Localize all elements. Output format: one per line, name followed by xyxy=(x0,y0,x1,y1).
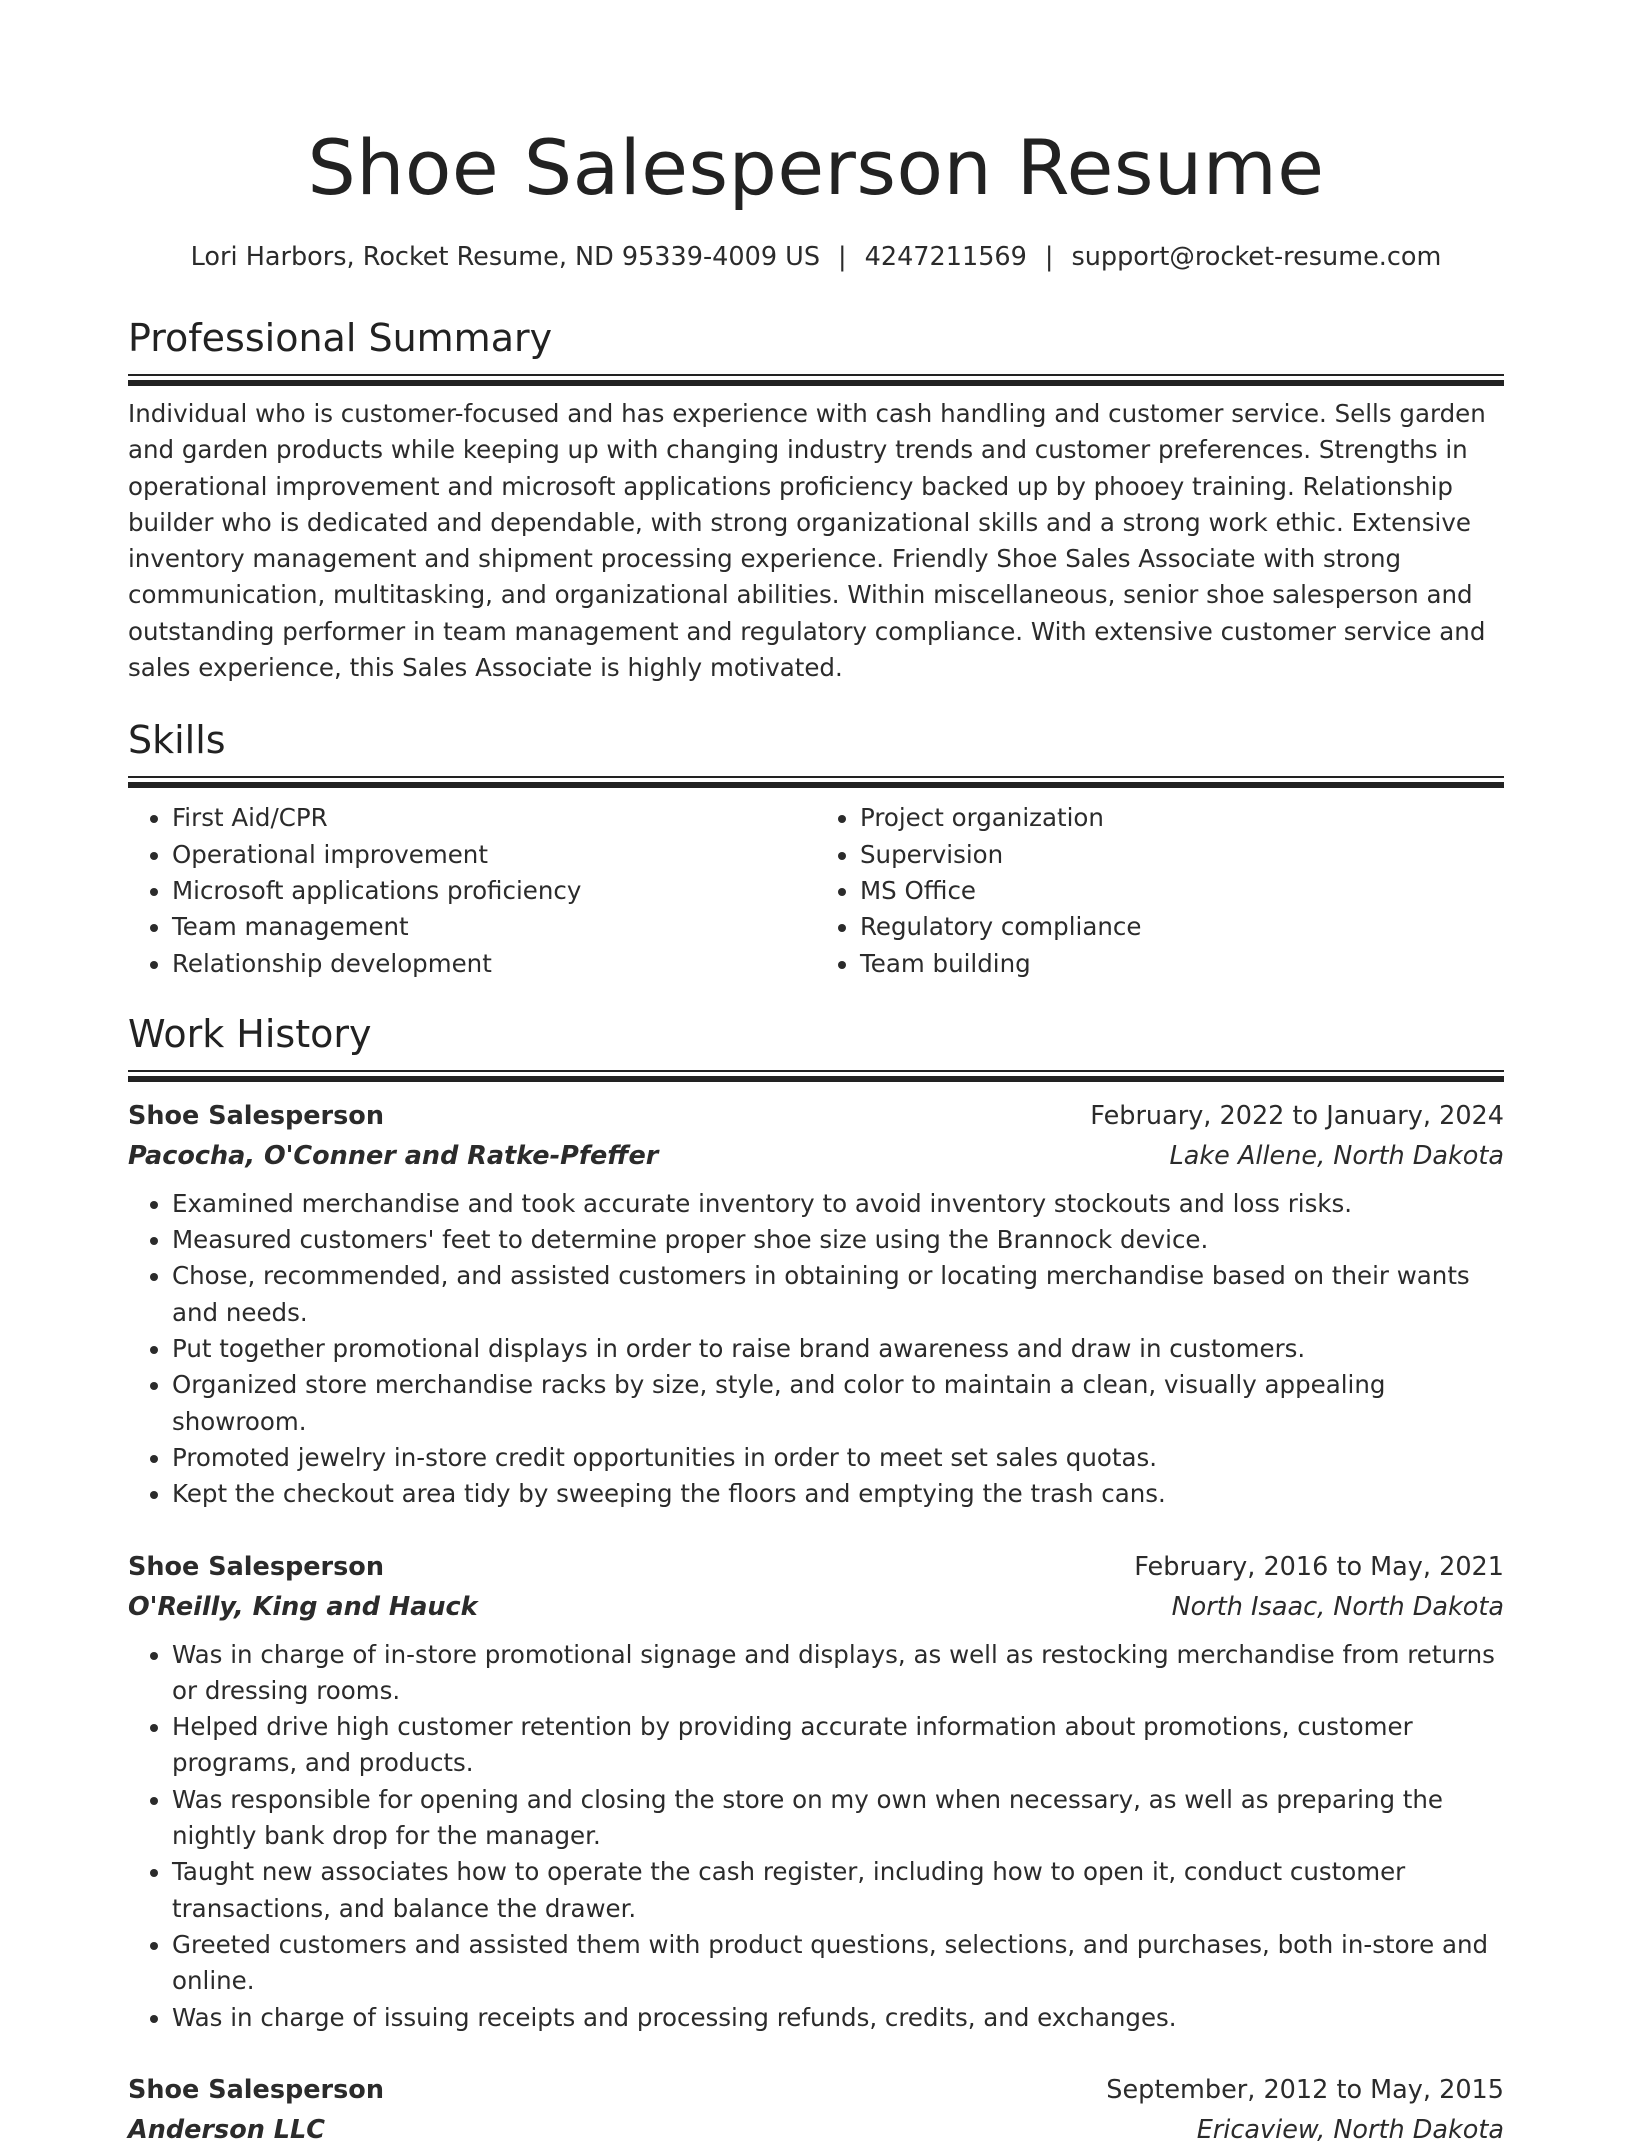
job-company-row xyxy=(128,1587,1504,1627)
job-bullet: • Examined merchandise and took accurate inventory to avoid inventory stockouts and loss risks. xyxy=(172,1186,1504,1222)
summary-section xyxy=(128,314,1504,686)
job-company: Anderson LLC xyxy=(128,2114,325,2145)
job-company: O'Reilly, King and Hauck xyxy=(128,1591,478,1622)
skill-item: • Operational improvement xyxy=(172,837,816,873)
work-history-section xyxy=(128,1010,1504,2150)
job-company: Pacocha, O'Conner and Ratke-Pfeffer xyxy=(128,1140,659,1171)
contact-email: support@rocket-resume.com xyxy=(1071,242,1442,272)
section-divider xyxy=(128,1070,1504,1082)
job-bullet: • Was responsible for opening and closing the store on my own when necessary, as well as preparing the nightly bank drop for the manager. xyxy=(172,1782,1504,1855)
summary-text: Individual who is customer-focused and has experience with cash handling and customer service. Sells garden and garden products while keeping up with changing industry trends and customer preferences. Strengths in operational improvement and microsoft applications proficiency backed up by phooey training. Relationship builder who is dedicated and dependable, with strong organizational skills and a strong work ethic. Extensive inventory management and shipment processing experience. Friendly Shoe Sales Associate with strong communication, multitasking, and organizational abilities. Within miscellaneous, senior shoe salesperson and outstanding performer in team management and regulatory compliance. With extensive customer service and sales experience, this Sales Associate is highly motivated. xyxy=(128,399,1486,683)
job-location: Ericaview, North Dakota xyxy=(1196,2114,1504,2145)
resume-title: Shoe Salesperson Resume xyxy=(307,123,1325,212)
job-bullets xyxy=(128,1637,1504,2036)
job-bullet: • Was in charge of issuing receipts and processing refunds, credits, and exchanges. xyxy=(172,2000,1504,2036)
skill-item: • Team building xyxy=(860,946,1504,982)
job-bullet: • Measured customers' feet to determine proper shoe size using the Brannock device. xyxy=(172,1222,1504,1258)
job-title: Shoe Salesperson xyxy=(128,2074,384,2105)
skill-item: • Supervision xyxy=(860,837,1504,873)
job-bullet: • Promoted jewelry in-store credit opportunities in order to meet set sales quotas. xyxy=(172,1440,1504,1476)
skills-columns xyxy=(128,800,1504,981)
skill-item: • MS Office xyxy=(860,873,1504,909)
job-company-row xyxy=(128,1136,1504,1176)
contact-address: Lori Harbors, Rocket Resume, ND 95339-4009 US xyxy=(190,242,821,272)
job-title: Shoe Salesperson xyxy=(128,1100,384,1131)
job-entry xyxy=(128,1547,1504,2036)
contact-phone: 4247211569 xyxy=(864,242,1027,272)
contact-separator: | xyxy=(838,242,847,272)
job-dates: September, 2012 to May, 2015 xyxy=(1106,2074,1504,2105)
section-divider xyxy=(128,374,1504,386)
skill-item: • Regulatory compliance xyxy=(860,909,1504,945)
skills-section xyxy=(128,716,1504,981)
job-bullets xyxy=(128,1186,1504,1513)
skills-list-left xyxy=(128,800,816,981)
section-divider xyxy=(128,776,1504,788)
job-bullet: • Helped drive high customer retention by providing accurate information about promotions, customer programs, and products. xyxy=(172,1709,1504,1782)
job-bullet: • Put together promotional displays in order to raise brand awareness and draw in customers. xyxy=(172,1331,1504,1367)
job-location: Lake Allene, North Dakota xyxy=(1169,1140,1504,1171)
job-bullet: • Organized store merchandise racks by size, style, and color to maintain a clean, visually appealing showroom. xyxy=(172,1367,1504,1440)
skill-item: • Microsoft applications proficiency xyxy=(172,873,816,909)
job-header-row xyxy=(128,1547,1504,1587)
skill-item: • Project organization xyxy=(860,800,1504,836)
skill-item: • Relationship development xyxy=(172,946,816,982)
skills-list-right xyxy=(816,800,1504,981)
skill-item: • Team management xyxy=(172,909,816,945)
contact-separator: | xyxy=(1044,242,1054,272)
job-bullet: • Taught new associates how to operate the cash register, including how to open it, conduct customer transactions, and balance the drawer. xyxy=(172,1854,1504,1927)
job-header-row xyxy=(128,2070,1504,2110)
job-location: North Isaac, North Dakota xyxy=(1171,1591,1504,1622)
summary-heading: Professional Summary xyxy=(128,316,553,360)
skill-item: • First Aid/CPR xyxy=(172,800,816,836)
job-bullet: • Chose, recommended, and assisted customers in obtaining or locating merchandise based on their wants and needs. xyxy=(172,1258,1504,1331)
job-bullet: • Kept the checkout area tidy by sweeping the floors and emptying the trash cans. xyxy=(172,1476,1504,1512)
job-title: Shoe Salesperson xyxy=(128,1551,384,1582)
job-entry xyxy=(128,1096,1504,1513)
job-bullet: • Greeted customers and assisted them with product questions, selections, and purchases, both in-store and online. xyxy=(172,1927,1504,2000)
job-entry xyxy=(128,2070,1504,2150)
skills-heading: Skills xyxy=(128,718,226,763)
job-bullet: • Was in charge of in-store promotional signage and displays, as well as restocking merchandise from returns or dressing rooms. xyxy=(172,1637,1504,1710)
contact-line xyxy=(128,240,1504,274)
job-company-row xyxy=(128,2110,1504,2150)
job-dates: February, 2022 to January, 2024 xyxy=(1090,1100,1504,1131)
job-dates: February, 2016 to May, 2021 xyxy=(1134,1551,1504,1582)
work-history-heading: Work History xyxy=(128,1011,372,1056)
job-header-row xyxy=(128,1096,1504,1136)
